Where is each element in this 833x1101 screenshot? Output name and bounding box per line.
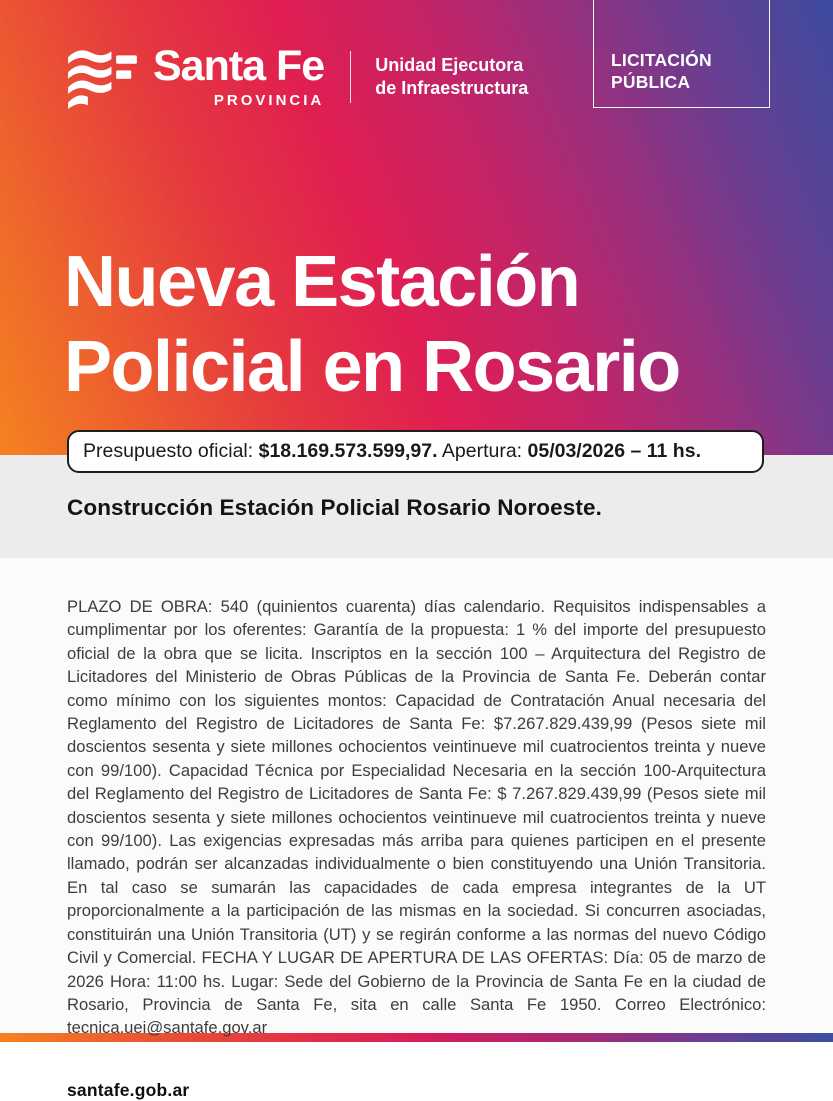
santa-fe-flag-icon	[65, 44, 139, 110]
title-line2: Policial en Rosario	[64, 327, 680, 407]
brand-text	[153, 42, 325, 109]
hero-header	[0, 0, 833, 462]
unit-line1: Unidad Ejecutora	[375, 54, 524, 75]
brand-name: Santa Fe	[153, 42, 325, 90]
tender-details-paragraph: PLAZO DE OBRA: 540 (quinientos cuarenta) días calendario. Requisitos indispensables a cumplimentar por los oferentes: Garantía de la propuesta: 1 % del importe del presupuesto oficial de la obra que se licita. Inscriptos en la sección 100 – Arquitectura del Registro de Licitadores del Ministerio de Obras Públicas de la Provincia de Santa Fe. Deberán contar como mínimo con los siguientes montos: Capacidad de Contratación Anual necesaria del Reglamento del Registro de Licitadores de Santa Fe: $7.267.829.439,99 (Pesos siete mil doscientos sesenta y siete millones ochocientos veintinueve mil cuatrocientos treinta y nueve con 99/100). Capacidad Técnica por Especialidad Necesaria en la sección 100-Arquitectura del Reglamento del Registro de Licitadores de Santa Fe: $ 7.267.829.439,99 (Pesos siete mil doscientos sesenta y siete millones ochocientos veintinueve mil cuatrocientos treinta y nueve con 99/100). Las exigencias expresadas más arriba para quienes participen en el presente llamado, podrán ser alcanzadas individualmente o bien constituyendo una Unión Transitoria. En tal caso se sumarán las capacidades de cada empresa integrantes de la UT proporcionalmente a la participación de las mismas en la sociedad. Si concurren asociadas, constituirán una Unión Transitoria (UT) y se regirán conforme a las normas del nuevo Código Civil y Comercial. FECHA Y LUGAR DE APERTURA DE LAS OFERTAS: Día: 05 de marzo de 2026 Hora: 11:00 hs. Lugar: Sede del Gobierno de la Provincia de Santa Fe en la ciudad de Rosario, Provincia de Santa Fe, sita en calle Santa Fe 1950. Correo Electrónico: tecnica.uei@santafe.gov.ar	[67, 597, 766, 1038]
website-url: santafe.gob.ar	[67, 1079, 190, 1100]
divider	[350, 51, 351, 103]
budget-value: $18.169.573.599,97.	[258, 440, 438, 462]
unit-name	[375, 54, 528, 101]
badge-line2: PÚBLICA	[611, 72, 691, 93]
project-heading: Construcción Estación Policial Rosario Noroeste.	[67, 495, 602, 520]
tender-type-label	[611, 50, 712, 94]
brand-row	[65, 44, 528, 110]
title-line1: Nueva Estación	[64, 242, 580, 322]
unit-line2: de Infraestructura	[375, 78, 529, 98]
budget-pill	[67, 430, 764, 473]
content-section	[0, 558, 833, 1100]
opening-value: 05/03/2026 – 11 hs.	[527, 440, 701, 462]
brand-subtitle: PROVINCIA	[213, 92, 325, 109]
page-title	[64, 240, 680, 410]
badge-line1: LICITACIÓN	[611, 50, 712, 71]
budget-label: Presupuesto oficial:	[83, 440, 259, 462]
tender-type-badge	[593, 0, 770, 108]
opening-label: Apertura:	[437, 440, 528, 462]
